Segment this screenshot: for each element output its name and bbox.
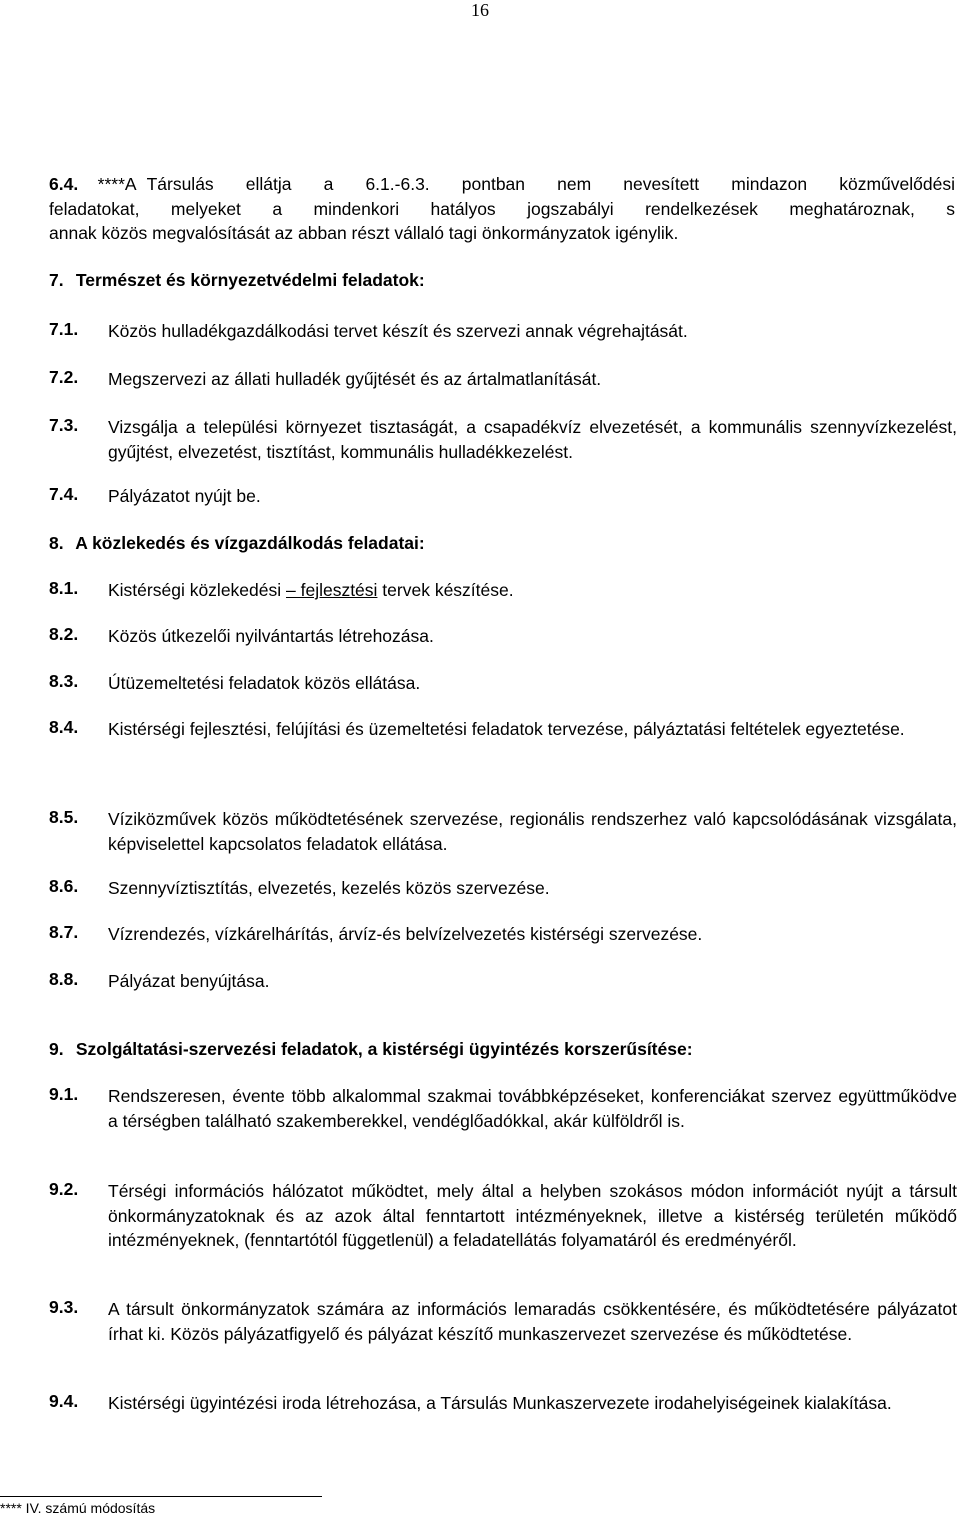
item-text: Vízrendezés, vízkárelhárítás, árvíz-és belvízelvezetés kistérségi szervezése. — [108, 924, 703, 944]
item-number: 8.6. — [49, 876, 79, 896]
item-text: Útüzemeltetési feladatok közös ellátása. — [108, 673, 421, 693]
page-number: 16 — [471, 0, 489, 20]
item-number: 7.3. — [49, 415, 79, 435]
item-text: Szennyvíztisztítás, elvezetés, kezelés közös szervezése. — [108, 878, 550, 898]
footnote: **** IV. számú módosítás — [0, 1500, 156, 1516]
item-number: 9.4. — [49, 1391, 79, 1411]
item-text: Közös útkezelői nyilvántartás létrehozása. — [108, 626, 434, 646]
item-text: Vizsgálja a települési környezet tisztaságát, a csapadékvíz elvezetését, a kommunális szennyvízkezelést, gyűjtést, elvezetést, tisztítást, kommunális hulladékkezelést. — [108, 417, 957, 462]
item-number: 7.4. — [49, 484, 79, 504]
item-number: 8.7. — [49, 922, 79, 942]
section-8-title: A közlekedés és vízgazdálkodás feladatai: — [75, 533, 425, 553]
paragraph-6-4-prefix: ****A — [97, 174, 137, 194]
section-9-heading — [49, 1039, 693, 1060]
item-text-underlined: – fejlesztési — [286, 580, 378, 600]
item-number: 7.2. — [49, 367, 79, 387]
item-text: Víziközművek közös működtetésének szervezése, regionális rendszerhez való kapcsolódásának vizsgálata, képviselettel kapcsolatos feladatok ellátása. — [108, 809, 957, 854]
item-number: 8.3. — [49, 671, 79, 691]
paragraph-6-4-line3: annak közös megvalósítását az abban részt vállaló tagi önkormányzatok igénylik. — [49, 223, 679, 243]
paragraph-6-4 — [49, 172, 955, 246]
item-number: 8.4. — [49, 717, 79, 737]
section-9-number: 9. — [49, 1039, 64, 1059]
item-number: 7.1. — [49, 319, 79, 339]
item-number: 9.3. — [49, 1297, 79, 1317]
section-7-number: 7. — [49, 270, 64, 290]
paragraph-6-4-line1-text: Társulás ellátja a 6.1.-6.3. pontban nem nevesített mindazon közművelődési — [146, 174, 955, 194]
item-number: 9.1. — [49, 1084, 79, 1104]
item-text: Rendszeresen, évente több alkalommal szakmai továbbképzéseket, konferenciákat szervez együttműködve a térségben található szakemberekkel, vendéglőadókkal, akár külföldről is. — [108, 1086, 957, 1131]
item-text: Közös hulladékgazdálkodási tervet készít és szervezi annak végrehajtását. — [108, 321, 688, 341]
item-number: 8.1. — [49, 578, 79, 598]
item-text: Térségi információs hálózatot működtet, mely által a helyben szokásos módon információt nyújt a társult önkormányzatoknak és az azok által fenntartott intézményeknek, illetve a kistérség területén működő intézményeknek, (fenntartótól függetlenül) a feladatellátás folyamatáról és eredményéről. — [108, 1181, 957, 1250]
item-text: Megszervezi az állati hulladék gyűjtését és az ártalmatlanítását. — [108, 369, 602, 389]
item-number: 8.2. — [49, 624, 79, 644]
item-text: Pályázatot nyújt be. — [108, 486, 261, 506]
section-8-number: 8. — [49, 533, 64, 553]
item-number: 8.8. — [49, 969, 79, 989]
paragraph-6-4-number: 6.4. — [49, 174, 79, 194]
item-number: 9.2. — [49, 1179, 79, 1199]
paragraph-6-4-line1 — [49, 172, 955, 197]
section-9-title: Szolgáltatási-szervezési feladatok, a kistérségi ügyintézés korszerűsítése: — [75, 1039, 693, 1059]
item-text-part-b: tervek készítése. — [377, 580, 514, 600]
item-text: Kistérségi ügyintézési iroda létrehozása, a Társulás Munkaszervezete irodahelyiségeinek kialakítása. — [108, 1393, 892, 1413]
paragraph-6-4-line2: feladatokat, melyeket a mindenkori hatályos jogszabályi rendelkezések meghatároznak, s — [49, 198, 955, 219]
item-number: 8.5. — [49, 807, 79, 827]
item-text: Kistérségi fejlesztési, felújítási és üzemeltetési feladatok tervezése, pályáztatási feltételek egyeztetése. — [108, 719, 905, 739]
section-8-heading — [49, 533, 425, 554]
footnote-separator — [0, 1496, 322, 1497]
item-text: A társult önkormányzatok számára az információs lemaradás csökkentésére, és működtetésére pályázatot írhat ki. Közös pályázatfigyelő és pályázat készítő munkaszervezet szervezése és működtetése. — [108, 1299, 957, 1344]
item-text-part-a: Kistérségi közlekedési — [108, 580, 286, 600]
section-7-title: Természet és környezetvédelmi feladatok: — [75, 270, 425, 290]
item-text: Pályázat benyújtása. — [108, 971, 270, 991]
section-7-heading — [49, 270, 425, 291]
item-text — [108, 578, 957, 603]
